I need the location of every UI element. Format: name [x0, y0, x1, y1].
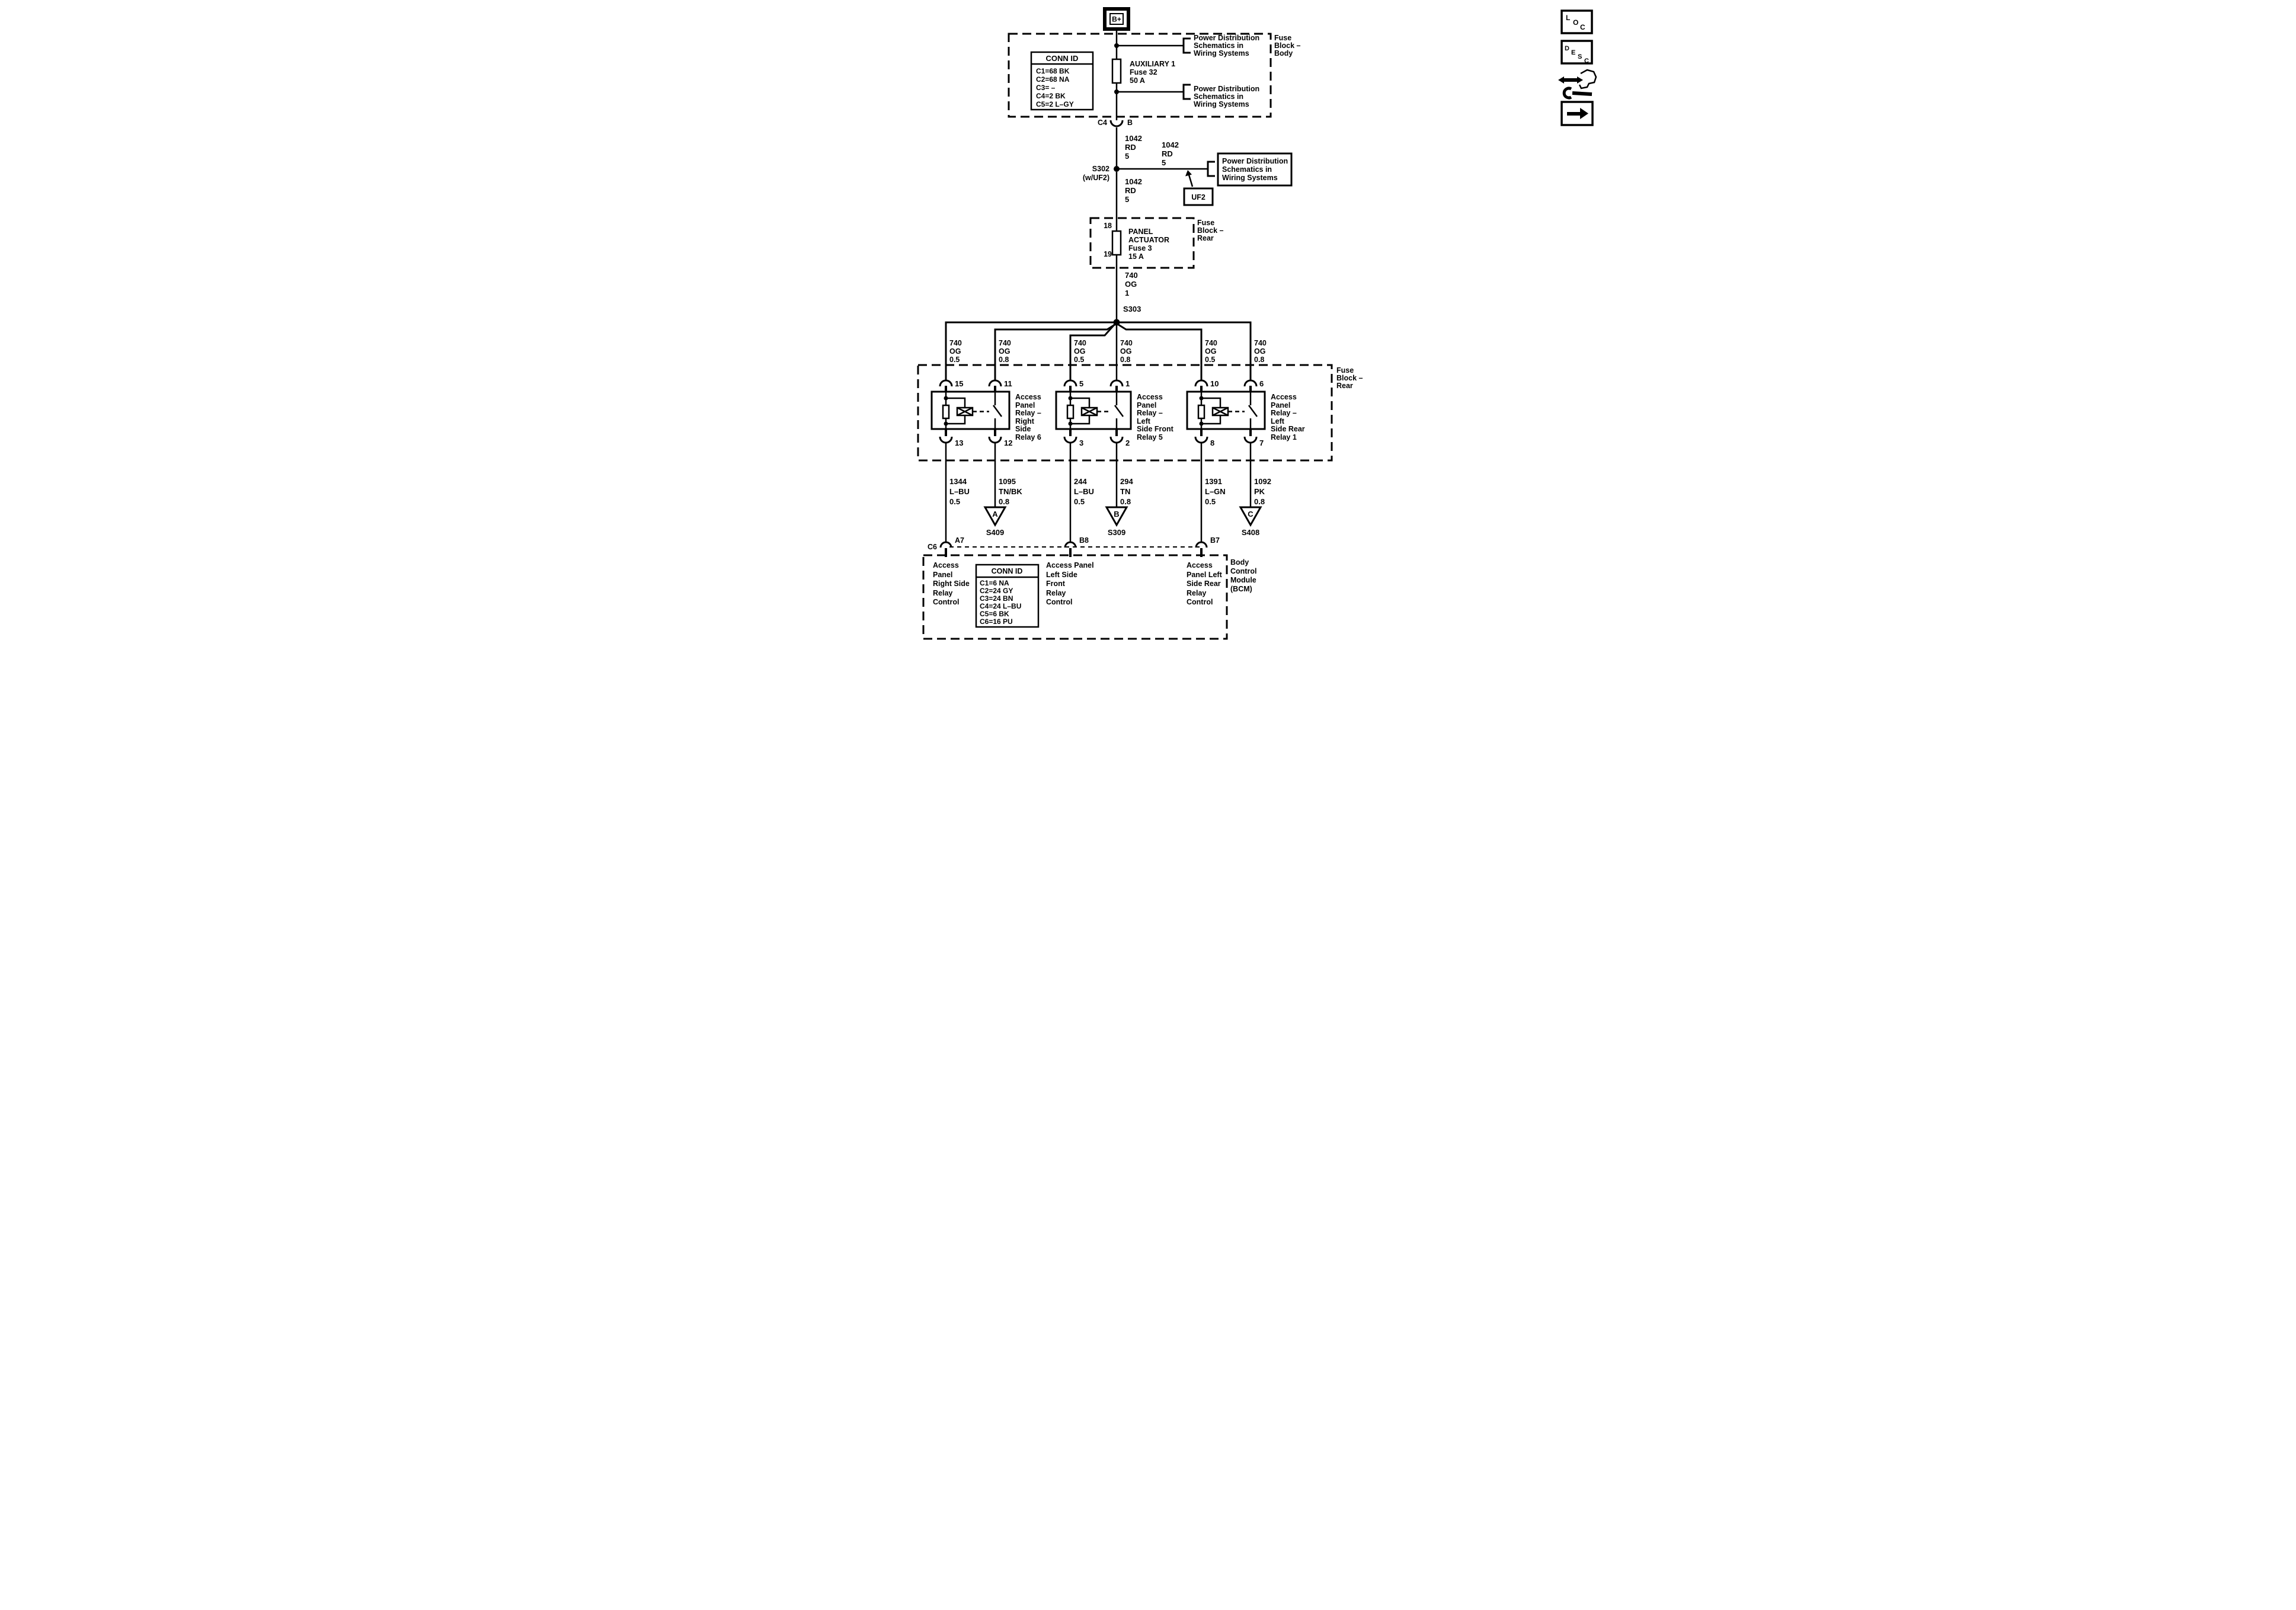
fuse-symbol-auxiliary — [1112, 59, 1121, 83]
loc-button[interactable] — [1562, 11, 1592, 33]
conn-id-bcm-item6: C6=16 PU — [980, 617, 1013, 626]
svg-text:L–BU: L–BU — [1074, 487, 1094, 496]
panel-actuator-fuse-line1: PANEL — [1128, 228, 1153, 236]
wiring-diagram-canvas — [689, 0, 1607, 646]
desc-letter-d: D — [1565, 45, 1569, 52]
desc-button[interactable] — [1562, 41, 1592, 65]
splice-s302-note: (w/UF2) — [1082, 174, 1109, 182]
svg-text:Module: Module — [1230, 576, 1256, 584]
relay3-label — [1271, 393, 1305, 441]
branch-wire5-line3: 0.5 — [1205, 356, 1216, 364]
svg-text:Front: Front — [1046, 580, 1065, 588]
relay3-pin8-label: 8 — [1210, 438, 1215, 447]
wire-1042-a-line3: 5 — [1125, 152, 1130, 161]
conn-id-top-item3: C3= – — [1036, 84, 1056, 92]
aux-fuse-line3: 50 A — [1130, 76, 1145, 85]
conn-id-bcm-item3: C3=24 BN — [980, 594, 1013, 603]
branch-wire1-line3: 0.5 — [949, 356, 960, 364]
branch-wire6-line3: 0.8 — [1254, 356, 1265, 364]
wire-740-main-line2: OG — [1125, 280, 1137, 289]
relay1-pin12-label: 12 — [1004, 438, 1013, 447]
branch-wire2-line2: OG — [999, 347, 1011, 356]
panel-actuator-fuse-line4: 15 A — [1128, 252, 1144, 261]
svg-text:Panel: Panel — [1015, 401, 1035, 409]
fbr-top-pin18: 18 — [1104, 222, 1112, 230]
conn-id-bcm-item4: C4=24 L–BU — [980, 602, 1022, 610]
svg-text:Left Side: Left Side — [1046, 571, 1077, 579]
relay1-pin15-label: 15 — [955, 379, 964, 388]
conn-id-bcm-item2: C2=24 GY — [980, 587, 1013, 595]
relay3-pin6-label: 6 — [1259, 379, 1264, 388]
relay3-pin10-label: 10 — [1210, 379, 1219, 388]
power-dist-ref3-line2: Schematics in — [1222, 165, 1272, 174]
svg-text:Control: Control — [1187, 598, 1213, 606]
svg-text:Access: Access — [933, 561, 959, 569]
wire-1042-a-line1: 1042 — [1125, 134, 1142, 143]
conn-id-top-item5: C5=2 L–GY — [1036, 100, 1074, 108]
loc-letter-l: L — [1566, 14, 1571, 22]
panel-actuator-fuse-line2: ACTUATOR — [1128, 236, 1169, 244]
svg-text:Side Front: Side Front — [1137, 425, 1173, 433]
relay3-pin7-label: 7 — [1259, 438, 1264, 447]
power-dist-ref1-line2: Schematics in — [1194, 41, 1244, 50]
fbr-top-name-line3: Rear — [1197, 234, 1214, 242]
battery-label: B+ — [1112, 15, 1121, 24]
wire-1042-b-line1: 1042 — [1162, 140, 1179, 149]
panel-actuator-fuse-line3: Fuse 3 — [1128, 244, 1152, 252]
svg-text:0.8: 0.8 — [1254, 497, 1265, 506]
bcm-pin-a7-label: A7 — [955, 536, 964, 545]
svg-text:0.5: 0.5 — [949, 497, 961, 506]
svg-text:1391: 1391 — [1205, 477, 1222, 486]
power-dist-ref2-line3: Wiring Systems — [1194, 100, 1249, 108]
svg-text:TN/BK: TN/BK — [999, 487, 1022, 496]
svg-text:294: 294 — [1120, 477, 1133, 486]
desc-letter-c: C — [1584, 57, 1589, 65]
svg-text:Side Rear: Side Rear — [1187, 580, 1221, 588]
desc-letter-s: S — [1578, 53, 1582, 60]
svg-text:0.8: 0.8 — [1120, 497, 1131, 506]
svg-text:1092: 1092 — [1254, 477, 1271, 486]
branch-wire4-line3: 0.8 — [1120, 356, 1131, 364]
desc-letter-e: E — [1571, 49, 1576, 56]
reference-bracket-1 — [1184, 39, 1191, 53]
svg-text:Relay 5: Relay 5 — [1137, 433, 1163, 441]
connector-c4-arc — [1111, 120, 1123, 126]
svg-text:L–BU: L–BU — [949, 487, 970, 496]
splice-s303-label: S303 — [1123, 305, 1141, 313]
relay2-pin1-label: 1 — [1125, 379, 1130, 388]
svg-text:Panel: Panel — [933, 571, 953, 579]
bcm-function-right-side — [933, 561, 970, 606]
relay2-pin2-arc — [1111, 437, 1123, 443]
wiring-tool-icon[interactable] — [1558, 70, 1596, 98]
fuse-symbol-panel-actuator — [1112, 231, 1121, 255]
svg-text:Relay –: Relay – — [1015, 409, 1041, 417]
svg-text:Access: Access — [1015, 393, 1041, 401]
svg-text:0.8: 0.8 — [999, 497, 1010, 506]
relay1-pin13-arc — [940, 437, 952, 443]
splice-s408-label: S408 — [1241, 528, 1260, 537]
splice-triangle-b-letter: B — [1114, 510, 1120, 518]
relay3-pin6-arc — [1245, 380, 1256, 386]
relay2-pin3-label: 3 — [1079, 438, 1084, 447]
connector-c4-label: C4 — [1098, 119, 1107, 127]
power-dist-ref2-line2: Schematics in — [1194, 92, 1244, 101]
power-dist-ref3-line3: Wiring Systems — [1222, 174, 1278, 182]
relay3-pin8-arc — [1195, 437, 1207, 443]
uf2-label: UF2 — [1191, 193, 1205, 201]
wire-740-main-line1: 740 — [1125, 271, 1138, 280]
branch-wire6-line2: OG — [1254, 347, 1266, 356]
fbr-main-name-line2: Block – — [1336, 374, 1363, 382]
svg-text:Right Side: Right Side — [933, 580, 970, 588]
relay2-pin3-arc — [1064, 437, 1076, 443]
branch-wire3-line2: OG — [1074, 347, 1086, 356]
svg-text:Right: Right — [1015, 417, 1034, 425]
power-dist-ref1-line1: Power Distribution — [1194, 34, 1260, 42]
branch-wire1-line1: 740 — [949, 339, 962, 347]
relay2-pin2-label: 2 — [1125, 438, 1130, 447]
branch-wire4-line1: 740 — [1120, 339, 1133, 347]
branch-wire2-line1: 740 — [999, 339, 1011, 347]
svg-text:Panel Left: Panel Left — [1187, 571, 1222, 579]
svg-text:Relay: Relay — [933, 589, 953, 597]
conn-id-bcm-title: CONN ID — [991, 567, 1023, 575]
svg-text:0.5: 0.5 — [1205, 497, 1216, 506]
reference-bracket-3 — [1208, 162, 1215, 176]
relay1-pin13-label: 13 — [955, 438, 964, 447]
wire-1042-b-line2: RD — [1162, 149, 1173, 158]
splice-triangle-a-letter: A — [992, 510, 998, 518]
svg-text:Body: Body — [1230, 558, 1249, 566]
wire-740-main-line3: 1 — [1125, 289, 1130, 297]
splice-s309-label: S309 — [1107, 528, 1126, 537]
wrench-handle — [1572, 93, 1592, 94]
power-dist-ref1-line3: Wiring Systems — [1194, 49, 1249, 57]
wire-1042-a-line2: RD — [1125, 143, 1136, 152]
svg-text:PK: PK — [1254, 487, 1265, 496]
relay2-label — [1137, 393, 1174, 441]
wire-1042-b-line3: 5 — [1162, 158, 1166, 167]
fbr-top-pin19: 19 — [1104, 250, 1112, 258]
aux-fuse-line2: Fuse 32 — [1130, 68, 1157, 76]
svg-text:Left: Left — [1271, 417, 1284, 425]
splice-triangle-c-letter: C — [1248, 510, 1253, 518]
loc-letter-o: O — [1573, 18, 1579, 27]
relay2-pin1-arc — [1111, 380, 1123, 386]
svg-text:Relay 1: Relay 1 — [1271, 433, 1297, 441]
fbr-top-name-line2: Block – — [1197, 226, 1224, 235]
svg-text:244: 244 — [1074, 477, 1087, 486]
fbr-main-name-line1: Fuse — [1336, 366, 1354, 375]
relay1-pin15-arc — [940, 380, 952, 386]
branch-wire2-line3: 0.8 — [999, 356, 1009, 364]
relay1-pin11-label: 11 — [1004, 379, 1012, 388]
svg-text:Control: Control — [933, 598, 960, 606]
svg-text:Relay –: Relay – — [1137, 409, 1163, 417]
svg-text:Access: Access — [1137, 393, 1163, 401]
splice-s302-label: S302 — [1092, 165, 1109, 173]
relay3-pin7-arc — [1245, 437, 1256, 443]
wire-1042-c-line1: 1042 — [1125, 177, 1142, 186]
svg-text:1344: 1344 — [949, 477, 967, 486]
aux-fuse-line1: AUXILIARY 1 — [1130, 60, 1176, 68]
conn-id-top-title: CONN ID — [1045, 54, 1079, 63]
svg-text:Relay: Relay — [1046, 589, 1066, 597]
svg-text:Side: Side — [1015, 425, 1031, 433]
power-dist-ref2-line1: Power Distribution — [1194, 85, 1260, 93]
svg-text:Side Rear: Side Rear — [1271, 425, 1305, 433]
relay1-label — [1015, 393, 1041, 441]
splice-s409-label: S409 — [986, 528, 1005, 537]
junction-dot-2 — [1114, 89, 1119, 94]
relay1-pin11-arc — [989, 380, 1001, 386]
fuse-block-body-name-line1: Fuse — [1274, 34, 1292, 42]
bcm-name-label — [1230, 558, 1256, 593]
fbr-main-name-line3: Rear — [1336, 382, 1353, 390]
relay1-pin12-arc — [989, 437, 1001, 443]
svg-text:1095: 1095 — [999, 477, 1016, 486]
uf2-arrow-shaft — [1189, 175, 1192, 187]
double-arrow-icon — [1558, 76, 1583, 84]
fuse-block-body-name-line2: Block – — [1274, 41, 1301, 50]
wrench-icon — [1564, 88, 1571, 98]
svg-text:Left: Left — [1137, 417, 1150, 425]
branch-wire3-line3: 0.5 — [1074, 356, 1085, 364]
wire-1042-c-line3: 5 — [1125, 195, 1130, 204]
svg-text:0.5: 0.5 — [1074, 497, 1085, 506]
relay2-pin5-label: 5 — [1079, 379, 1084, 388]
branch-wire5-line2: OG — [1205, 347, 1217, 356]
output-wire-labels — [949, 477, 1271, 506]
svg-text:Relay –: Relay – — [1271, 409, 1297, 417]
svg-text:Access: Access — [1271, 393, 1297, 401]
bottom-pin-stubs — [946, 429, 1251, 436]
conn-id-top-item4: C4=2 BK — [1036, 92, 1066, 100]
svg-text:Access: Access — [1187, 561, 1213, 569]
connector-c4-pin-label: B — [1127, 119, 1133, 127]
bcm-pin-b8-label: B8 — [1079, 536, 1089, 545]
svg-text:Relay: Relay — [1187, 589, 1207, 597]
splice-dot-s303 — [1114, 319, 1120, 326]
uf2-arrow-head — [1185, 170, 1192, 177]
branch-wire3-line1: 740 — [1074, 339, 1086, 347]
branch-wire4-line2: OG — [1120, 347, 1132, 356]
svg-text:L–GN: L–GN — [1205, 487, 1226, 496]
bcm-pin-b7-label: B7 — [1210, 536, 1220, 545]
conn-id-top-item1: C1=68 BK — [1036, 67, 1070, 75]
splice-dot-s302 — [1114, 166, 1120, 172]
bcm-function-left-front — [1046, 561, 1094, 606]
conn-id-bcm-item5: C5=6 BK — [980, 610, 1009, 618]
relay3-pin10-arc — [1195, 380, 1207, 386]
svg-text:Access Panel: Access Panel — [1046, 561, 1094, 569]
power-dist-ref3-line1: Power Distribution — [1222, 157, 1288, 165]
junction-dot-1 — [1114, 43, 1119, 48]
loc-letter-c: C — [1580, 23, 1585, 31]
svg-text:TN: TN — [1120, 487, 1131, 496]
branch-wire6-line1: 740 — [1254, 339, 1267, 347]
bcm-connector-c6-label: C6 — [928, 543, 937, 551]
svg-text:Relay 6: Relay 6 — [1015, 433, 1041, 441]
svg-text:Control: Control — [1230, 567, 1257, 575]
conn-id-bcm-item1: C1=6 NA — [980, 579, 1009, 587]
branch-wire5-line1: 740 — [1205, 339, 1217, 347]
s303-bus-line2 — [995, 324, 1201, 380]
wiring-diagram-page — [689, 0, 1607, 646]
reference-bracket-2 — [1184, 85, 1191, 99]
branch-wire1-line2: OG — [949, 347, 961, 356]
svg-text:Panel: Panel — [1137, 401, 1157, 409]
svg-text:Control: Control — [1046, 598, 1073, 606]
panel-outline-icon — [1579, 70, 1596, 88]
bcm-function-left-rear — [1187, 561, 1223, 606]
relay2-pin5-arc — [1064, 380, 1076, 386]
svg-text:Panel: Panel — [1271, 401, 1291, 409]
svg-text:(BCM): (BCM) — [1230, 585, 1252, 593]
conn-id-top-item2: C2=68 NA — [1036, 75, 1070, 84]
wire-1042-c-line2: RD — [1125, 186, 1136, 195]
fbr-top-name-line1: Fuse — [1197, 219, 1215, 227]
fuse-block-body-name-line3: Body — [1274, 49, 1293, 57]
forward-button[interactable] — [1562, 102, 1593, 125]
